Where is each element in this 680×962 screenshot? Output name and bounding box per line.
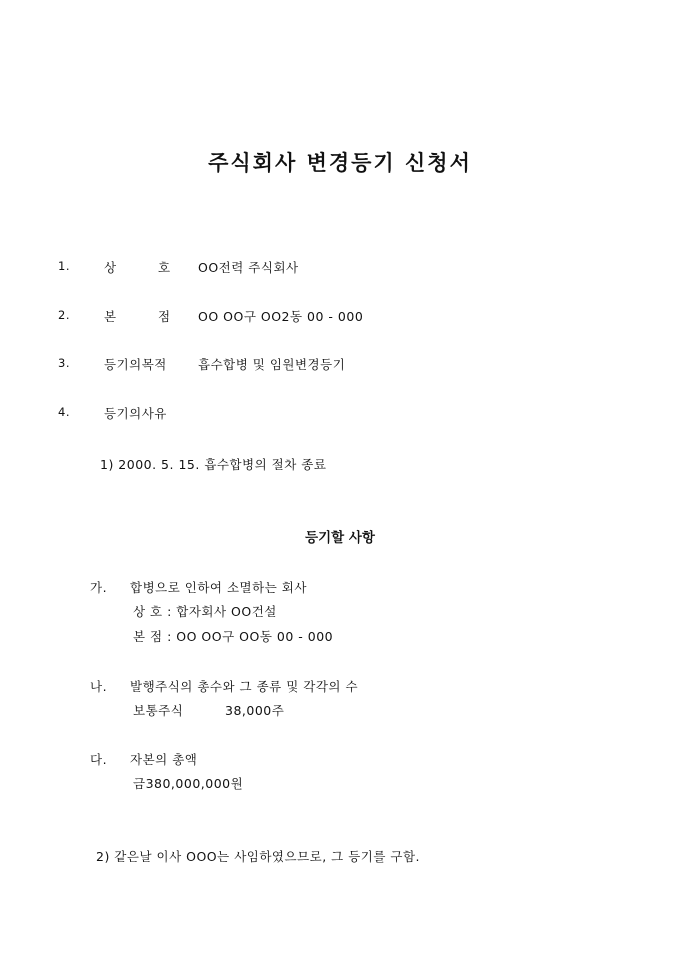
na-stock-label: 보통주식 [133,703,184,718]
item-4-number: 4. [58,405,70,419]
item-3-value: 흡수합병 및 임원변경등기 [198,357,346,372]
da-text: 자본의 총액 [130,752,198,767]
da-amount: 금380,000,000원 [133,776,244,791]
item-2-label-second: 점 [158,309,171,324]
da-marker: 다. [90,752,108,767]
ga-marker: 가. [90,580,108,595]
reason-1: 1) 2000. 5. 15. 흡수합병의 절차 종료 [100,457,327,472]
na-text: 발행주식의 총수와 그 종류 및 각각의 수 [130,679,359,694]
reason-2: 2) 같은날 이사 OOO는 사임하였으므로, 그 등기를 구함. [96,849,421,864]
na-stock-value: 38,000주 [225,703,285,718]
section-title: 등기할 사항 [305,530,375,546]
na-marker: 나. [90,679,108,694]
item-3-label: 등기의목적 [104,357,167,372]
item-2-label-first: 본 [104,309,117,324]
item-1-label-first: 상 [104,260,117,275]
ga-head-office: 본 점 : OO OO구 OO동 00 - 000 [133,629,334,644]
item-1-value: OO전력 주식회사 [198,260,299,275]
ga-company-name: 상 호 : 합자회사 OO건설 [133,604,277,619]
item-1-number: 1. [58,259,70,273]
ga-text: 합병으로 인하여 소멸하는 회사 [130,580,307,595]
item-3-number: 3. [58,356,70,370]
item-4-label: 등기의사유 [104,406,167,421]
item-2-number: 2. [58,308,70,322]
item-1-label-second: 호 [158,260,171,275]
item-2-value: OO OO구 OO2동 00 - 000 [198,309,364,324]
page-title: 주식회사 변경등기 신청서 [208,150,472,175]
